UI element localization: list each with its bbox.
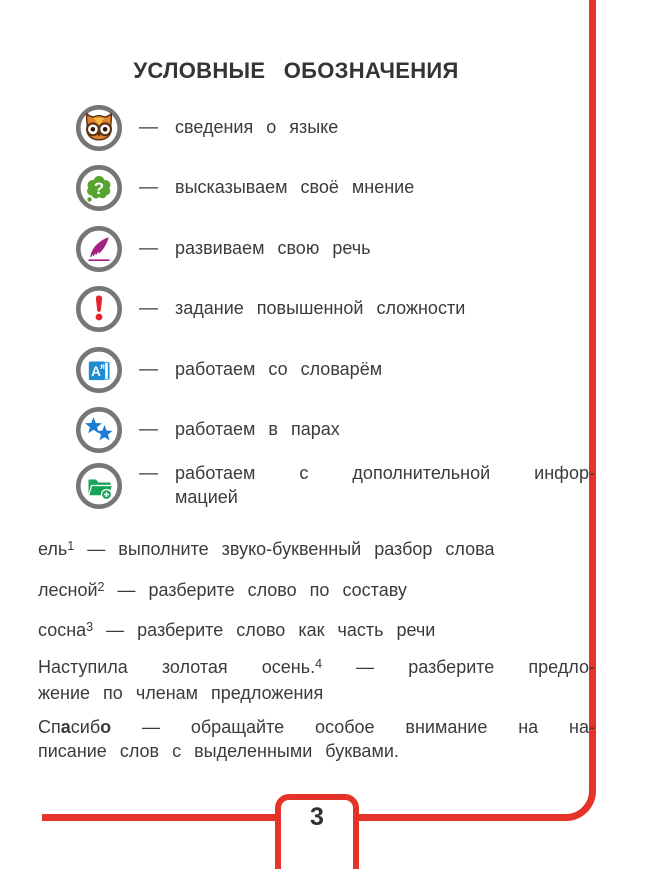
legend-dash: — bbox=[139, 463, 158, 484]
note-part-of-speech bbox=[38, 619, 595, 645]
note-term: лесной bbox=[38, 580, 98, 600]
note-word-composition bbox=[38, 579, 595, 605]
note-text: — разберите предло- bbox=[322, 657, 595, 677]
quill-icon bbox=[75, 225, 123, 273]
legend-row-speech bbox=[75, 225, 595, 273]
note-term: ель bbox=[38, 539, 68, 559]
legend-row-opinion bbox=[75, 164, 595, 212]
legend-row-advanced-task bbox=[75, 285, 595, 333]
legend-dash: — bbox=[139, 117, 158, 138]
legend-dash: — bbox=[139, 298, 158, 319]
legend-dash: — bbox=[139, 419, 158, 440]
note-term: Наступила золотая осень. bbox=[38, 657, 316, 677]
page-title: УСЛОВНЫЕ ОБОЗНАЧЕНИЯ bbox=[133, 58, 459, 83]
legend-dash: — bbox=[139, 177, 158, 198]
legend-row-pairs bbox=[75, 406, 595, 454]
svg-text:я: я bbox=[100, 362, 105, 372]
legend-row-extra-info bbox=[75, 462, 595, 510]
legend-label: задание повышенной сложности bbox=[175, 298, 466, 319]
note-superscript: 2 bbox=[97, 579, 105, 594]
note-superscript: 3 bbox=[86, 619, 94, 634]
note-text: — разберите слово по составу bbox=[104, 580, 407, 600]
note-word-bold-letter: а bbox=[60, 717, 71, 737]
note-text: — разберите слово как часть речи bbox=[93, 620, 436, 640]
thought-question-icon bbox=[75, 164, 123, 212]
note-line2: жение по членам предложения bbox=[38, 682, 324, 703]
legend-label-line1: работаем с дополнительной инфор- bbox=[175, 463, 595, 483]
note-line2: писание слов с выделенными буквами. bbox=[38, 740, 399, 761]
note-text: — выполните звуко-буквенный разбор слова bbox=[74, 539, 495, 559]
note-word-part: сиб bbox=[70, 717, 101, 737]
legend-label-line2: мацией bbox=[175, 486, 238, 507]
note-sound-letter-analysis bbox=[38, 538, 595, 564]
paired-stars-icon bbox=[75, 406, 123, 454]
note-line1 bbox=[38, 716, 595, 740]
exclamation-icon bbox=[75, 285, 123, 333]
legend-label: высказываем своё мнение bbox=[175, 177, 415, 198]
note-superscript: 1 bbox=[67, 538, 75, 553]
dictionary-icon bbox=[75, 346, 123, 394]
svg-text:?: ? bbox=[93, 179, 105, 198]
legend-label bbox=[175, 462, 595, 509]
page-number: 3 bbox=[310, 803, 324, 831]
note-term: сосна bbox=[38, 620, 87, 640]
note-sentence-members bbox=[38, 656, 595, 705]
legend-dash: — bbox=[139, 238, 158, 259]
svg-text:А: А bbox=[91, 364, 101, 380]
legend-dash: — bbox=[139, 359, 158, 380]
legend-row-dictionary bbox=[75, 346, 595, 394]
legend-label: работаем со словарём bbox=[175, 359, 383, 380]
owl-icon bbox=[75, 104, 123, 152]
note-superscript: 4 bbox=[315, 656, 323, 671]
page-number-tab bbox=[275, 794, 359, 869]
legend-label: сведения о языке bbox=[175, 117, 339, 138]
note-word-bold-letter: о bbox=[100, 717, 112, 737]
note-text: — обращайте особое внимание на на- bbox=[111, 717, 595, 737]
note-word-part: Сп bbox=[38, 717, 61, 737]
legend-label: развиваем свою речь bbox=[175, 238, 371, 259]
legend-label: работаем в парах bbox=[175, 419, 340, 440]
note-line1 bbox=[38, 656, 595, 682]
note-highlighted-letters bbox=[38, 716, 595, 763]
legend-row-language-info bbox=[75, 104, 595, 152]
folder-plus-icon bbox=[75, 462, 123, 510]
